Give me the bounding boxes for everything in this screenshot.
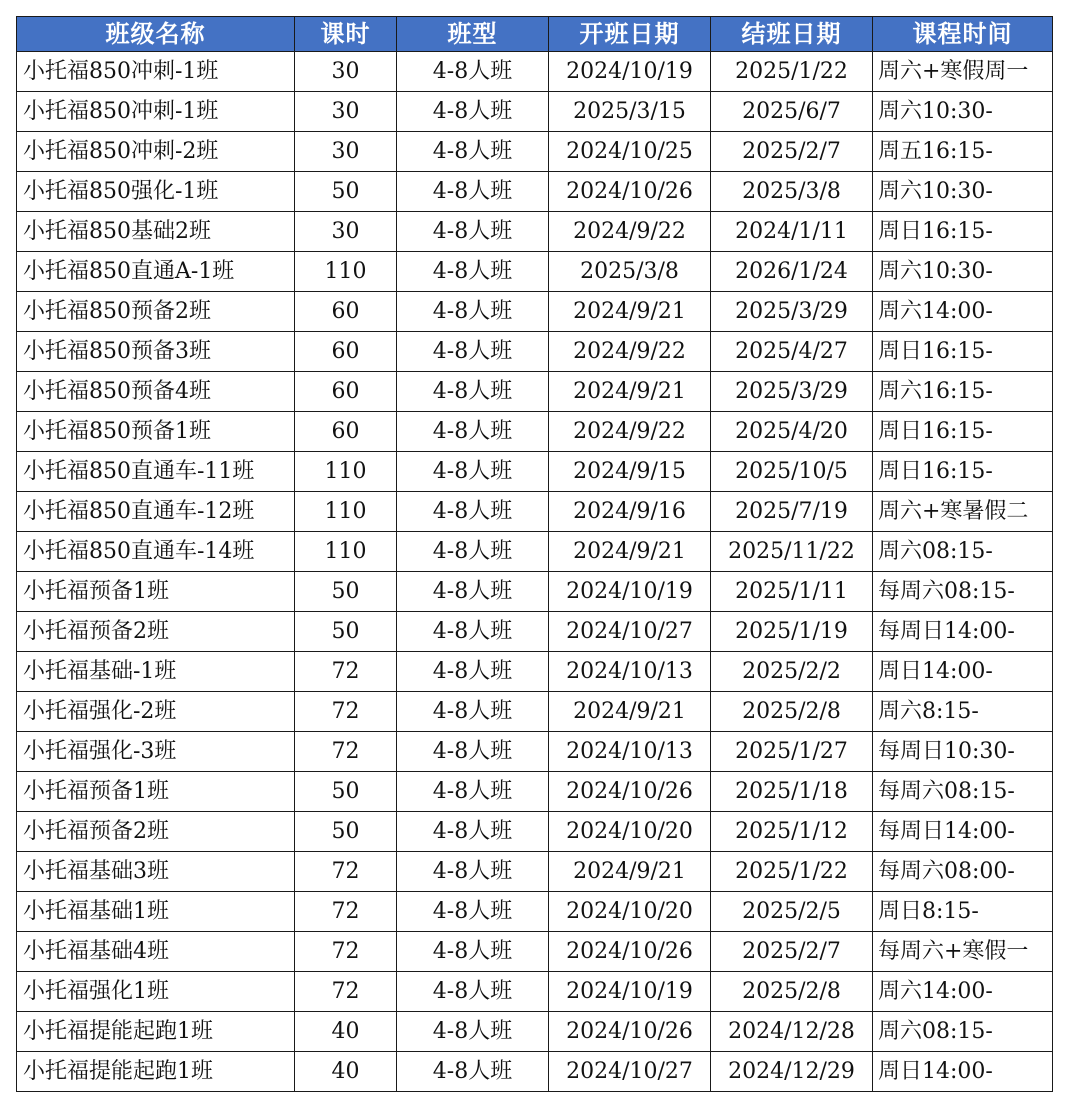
- header-class-type: 班型: [397, 17, 549, 52]
- cell-hours: 110: [295, 492, 397, 532]
- cell-class-type: 4-8人班: [397, 292, 549, 332]
- cell-class-type: 4-8人班: [397, 652, 549, 692]
- cell-hours: 30: [295, 132, 397, 172]
- cell-course-time: 周日14:00-: [873, 652, 1053, 692]
- cell-end-date: 2025/2/7: [711, 132, 873, 172]
- table-row: [17, 732, 1053, 772]
- cell-class-type: 4-8人班: [397, 572, 549, 612]
- cell-course-time: 每周六08:15-: [873, 572, 1053, 612]
- cell-class-name: 小托福预备2班: [17, 812, 295, 852]
- cell-start-date: 2024/10/20: [549, 892, 711, 932]
- table-row: [17, 92, 1053, 132]
- cell-end-date: 2025/1/11: [711, 572, 873, 612]
- table-row: [17, 172, 1053, 212]
- cell-class-type: 4-8人班: [397, 1012, 549, 1052]
- cell-hours: 30: [295, 52, 397, 92]
- cell-class-type: 4-8人班: [397, 732, 549, 772]
- cell-start-date: 2024/10/20: [549, 812, 711, 852]
- cell-class-name: 小托福850直通车-12班: [17, 492, 295, 532]
- cell-hours: 30: [295, 92, 397, 132]
- cell-class-name: 小托福850冲刺-1班: [17, 92, 295, 132]
- cell-class-name: 小托福850预备4班: [17, 372, 295, 412]
- cell-end-date: 2025/4/20: [711, 412, 873, 452]
- table-row: [17, 692, 1053, 732]
- cell-class-name: 小托福基础1班: [17, 892, 295, 932]
- cell-hours: 30: [295, 212, 397, 252]
- cell-hours: 50: [295, 172, 397, 212]
- cell-class-name: 小托福850预备1班: [17, 412, 295, 452]
- cell-course-time: 周日16:15-: [873, 212, 1053, 252]
- cell-class-type: 4-8人班: [397, 172, 549, 212]
- header-end-date: 结班日期: [711, 17, 873, 52]
- cell-end-date: 2025/4/27: [711, 332, 873, 372]
- cell-hours: 110: [295, 532, 397, 572]
- cell-class-type: 4-8人班: [397, 492, 549, 532]
- cell-course-time: 周六+寒暑假二: [873, 492, 1053, 532]
- table-header: [17, 17, 1053, 52]
- table-row: [17, 252, 1053, 292]
- cell-course-time: 每周六08:15-: [873, 772, 1053, 812]
- cell-start-date: 2024/10/27: [549, 1052, 711, 1092]
- cell-start-date: 2024/9/21: [549, 692, 711, 732]
- cell-start-date: 2024/9/21: [549, 532, 711, 572]
- cell-start-date: 2024/9/21: [549, 292, 711, 332]
- cell-class-name: 小托福850冲刺-2班: [17, 132, 295, 172]
- cell-course-time: 周六08:15-: [873, 1012, 1053, 1052]
- table-row: [17, 852, 1053, 892]
- cell-class-name: 小托福850预备3班: [17, 332, 295, 372]
- cell-course-time: 每周日14:00-: [873, 812, 1053, 852]
- cell-end-date: 2025/1/19: [711, 612, 873, 652]
- cell-hours: 60: [295, 412, 397, 452]
- cell-start-date: 2024/10/13: [549, 652, 711, 692]
- table-row: [17, 612, 1053, 652]
- cell-end-date: 2025/2/8: [711, 692, 873, 732]
- table-row: [17, 932, 1053, 972]
- table-row: [17, 972, 1053, 1012]
- cell-class-type: 4-8人班: [397, 532, 549, 572]
- cell-hours: 72: [295, 652, 397, 692]
- cell-hours: 72: [295, 692, 397, 732]
- table-row: [17, 812, 1053, 852]
- cell-course-time: 周日16:15-: [873, 412, 1053, 452]
- header-row: [17, 17, 1053, 52]
- cell-course-time: 周六+寒假周一: [873, 52, 1053, 92]
- cell-class-name: 小托福强化-2班: [17, 692, 295, 732]
- cell-course-time: 周六14:00-: [873, 972, 1053, 1012]
- cell-class-name: 小托福基础-1班: [17, 652, 295, 692]
- cell-class-type: 4-8人班: [397, 852, 549, 892]
- cell-hours: 72: [295, 932, 397, 972]
- cell-class-type: 4-8人班: [397, 892, 549, 932]
- cell-start-date: 2024/10/13: [549, 732, 711, 772]
- cell-course-time: 周六10:30-: [873, 92, 1053, 132]
- cell-class-name: 小托福基础3班: [17, 852, 295, 892]
- cell-start-date: 2024/10/26: [549, 772, 711, 812]
- cell-course-time: 每周日10:30-: [873, 732, 1053, 772]
- table-row: [17, 492, 1053, 532]
- cell-start-date: 2024/9/16: [549, 492, 711, 532]
- cell-end-date: 2025/1/18: [711, 772, 873, 812]
- cell-course-time: 周五16:15-: [873, 132, 1053, 172]
- cell-class-type: 4-8人班: [397, 212, 549, 252]
- cell-hours: 50: [295, 612, 397, 652]
- table-row: [17, 332, 1053, 372]
- cell-hours: 72: [295, 852, 397, 892]
- table-row: [17, 132, 1053, 172]
- table-row: [17, 452, 1053, 492]
- cell-hours: 60: [295, 292, 397, 332]
- cell-start-date: 2024/10/19: [549, 52, 711, 92]
- cell-end-date: 2025/6/7: [711, 92, 873, 132]
- cell-course-time: 每周六08:00-: [873, 852, 1053, 892]
- cell-class-type: 4-8人班: [397, 612, 549, 652]
- header-start-date: 开班日期: [549, 17, 711, 52]
- cell-hours: 40: [295, 1012, 397, 1052]
- cell-course-time: 周六10:30-: [873, 252, 1053, 292]
- table-row: [17, 1012, 1053, 1052]
- cell-hours: 50: [295, 812, 397, 852]
- cell-end-date: 2025/2/7: [711, 932, 873, 972]
- table-row: [17, 652, 1053, 692]
- cell-start-date: 2024/10/19: [549, 972, 711, 1012]
- cell-class-name: 小托福850直通车-14班: [17, 532, 295, 572]
- cell-class-name: 小托福预备1班: [17, 772, 295, 812]
- cell-class-type: 4-8人班: [397, 972, 549, 1012]
- cell-start-date: 2024/9/22: [549, 332, 711, 372]
- cell-start-date: 2024/10/26: [549, 932, 711, 972]
- cell-end-date: 2024/12/29: [711, 1052, 873, 1092]
- cell-course-time: 周日16:15-: [873, 332, 1053, 372]
- table-row: [17, 372, 1053, 412]
- cell-course-time: 每周六+寒假一: [873, 932, 1053, 972]
- cell-end-date: 2025/1/12: [711, 812, 873, 852]
- table-row: [17, 52, 1053, 92]
- cell-course-time: 周六14:00-: [873, 292, 1053, 332]
- cell-hours: 50: [295, 772, 397, 812]
- cell-hours: 60: [295, 332, 397, 372]
- cell-start-date: 2024/10/19: [549, 572, 711, 612]
- table-body: [17, 52, 1053, 1092]
- table-row: [17, 212, 1053, 252]
- cell-class-name: 小托福预备1班: [17, 572, 295, 612]
- cell-end-date: 2025/1/27: [711, 732, 873, 772]
- cell-class-type: 4-8人班: [397, 52, 549, 92]
- cell-class-type: 4-8人班: [397, 412, 549, 452]
- cell-hours: 72: [295, 732, 397, 772]
- cell-class-name: 小托福850强化-1班: [17, 172, 295, 212]
- cell-end-date: 2026/1/24: [711, 252, 873, 292]
- table-row: [17, 292, 1053, 332]
- cell-course-time: 周日14:00-: [873, 1052, 1053, 1092]
- cell-end-date: 2025/7/19: [711, 492, 873, 532]
- cell-class-type: 4-8人班: [397, 692, 549, 732]
- cell-hours: 40: [295, 1052, 397, 1092]
- cell-hours: 110: [295, 452, 397, 492]
- cell-end-date: 2025/3/29: [711, 292, 873, 332]
- cell-course-time: 周六16:15-: [873, 372, 1053, 412]
- cell-start-date: 2025/3/15: [549, 92, 711, 132]
- header-class-name: 班级名称: [17, 17, 295, 52]
- table-row: [17, 412, 1053, 452]
- cell-start-date: 2024/10/26: [549, 172, 711, 212]
- cell-start-date: 2025/3/8: [549, 252, 711, 292]
- cell-class-name: 小托福850预备2班: [17, 292, 295, 332]
- cell-end-date: 2024/1/11: [711, 212, 873, 252]
- cell-class-name: 小托福强化1班: [17, 972, 295, 1012]
- cell-class-name: 小托福850直通A-1班: [17, 252, 295, 292]
- cell-class-type: 4-8人班: [397, 252, 549, 292]
- cell-start-date: 2024/10/26: [549, 1012, 711, 1052]
- cell-end-date: 2025/10/5: [711, 452, 873, 492]
- cell-hours: 72: [295, 972, 397, 1012]
- cell-hours: 60: [295, 372, 397, 412]
- cell-class-type: 4-8人班: [397, 932, 549, 972]
- cell-start-date: 2024/9/22: [549, 212, 711, 252]
- cell-end-date: 2025/1/22: [711, 52, 873, 92]
- cell-course-time: 周六8:15-: [873, 692, 1053, 732]
- cell-end-date: 2025/11/22: [711, 532, 873, 572]
- table-row: [17, 772, 1053, 812]
- cell-course-time: 周日8:15-: [873, 892, 1053, 932]
- cell-class-type: 4-8人班: [397, 772, 549, 812]
- cell-class-name: 小托福850基础2班: [17, 212, 295, 252]
- table-row: [17, 572, 1053, 612]
- table-row: [17, 892, 1053, 932]
- cell-course-time: 周日16:15-: [873, 452, 1053, 492]
- table-row: [17, 1052, 1053, 1092]
- cell-start-date: 2024/10/27: [549, 612, 711, 652]
- cell-end-date: 2025/2/8: [711, 972, 873, 1012]
- cell-class-name: 小托福预备2班: [17, 612, 295, 652]
- class-schedule-table: [16, 16, 1053, 1092]
- cell-start-date: 2024/9/15: [549, 452, 711, 492]
- cell-end-date: 2025/2/5: [711, 892, 873, 932]
- cell-class-type: 4-8人班: [397, 332, 549, 372]
- cell-end-date: 2025/3/8: [711, 172, 873, 212]
- cell-hours: 72: [295, 892, 397, 932]
- cell-hours: 50: [295, 572, 397, 612]
- cell-class-name: 小托福提能起跑1班: [17, 1012, 295, 1052]
- table-row: [17, 532, 1053, 572]
- cell-class-type: 4-8人班: [397, 92, 549, 132]
- cell-course-time: 每周日14:00-: [873, 612, 1053, 652]
- cell-class-type: 4-8人班: [397, 132, 549, 172]
- cell-end-date: 2025/1/22: [711, 852, 873, 892]
- cell-course-time: 周六08:15-: [873, 532, 1053, 572]
- cell-start-date: 2024/9/21: [549, 372, 711, 412]
- header-hours: 课时: [295, 17, 397, 52]
- cell-class-name: 小托福850直通车-11班: [17, 452, 295, 492]
- cell-class-name: 小托福基础4班: [17, 932, 295, 972]
- cell-start-date: 2024/9/22: [549, 412, 711, 452]
- cell-class-name: 小托福850冲刺-1班: [17, 52, 295, 92]
- cell-end-date: 2025/2/2: [711, 652, 873, 692]
- cell-end-date: 2024/12/28: [711, 1012, 873, 1052]
- cell-class-type: 4-8人班: [397, 812, 549, 852]
- cell-end-date: 2025/3/29: [711, 372, 873, 412]
- cell-start-date: 2024/9/21: [549, 852, 711, 892]
- cell-course-time: 周六10:30-: [873, 172, 1053, 212]
- cell-class-type: 4-8人班: [397, 372, 549, 412]
- cell-class-name: 小托福提能起跑1班: [17, 1052, 295, 1092]
- cell-class-type: 4-8人班: [397, 1052, 549, 1092]
- cell-hours: 110: [295, 252, 397, 292]
- cell-class-type: 4-8人班: [397, 452, 549, 492]
- cell-start-date: 2024/10/25: [549, 132, 711, 172]
- cell-class-name: 小托福强化-3班: [17, 732, 295, 772]
- header-course-time: 课程时间: [873, 17, 1053, 52]
